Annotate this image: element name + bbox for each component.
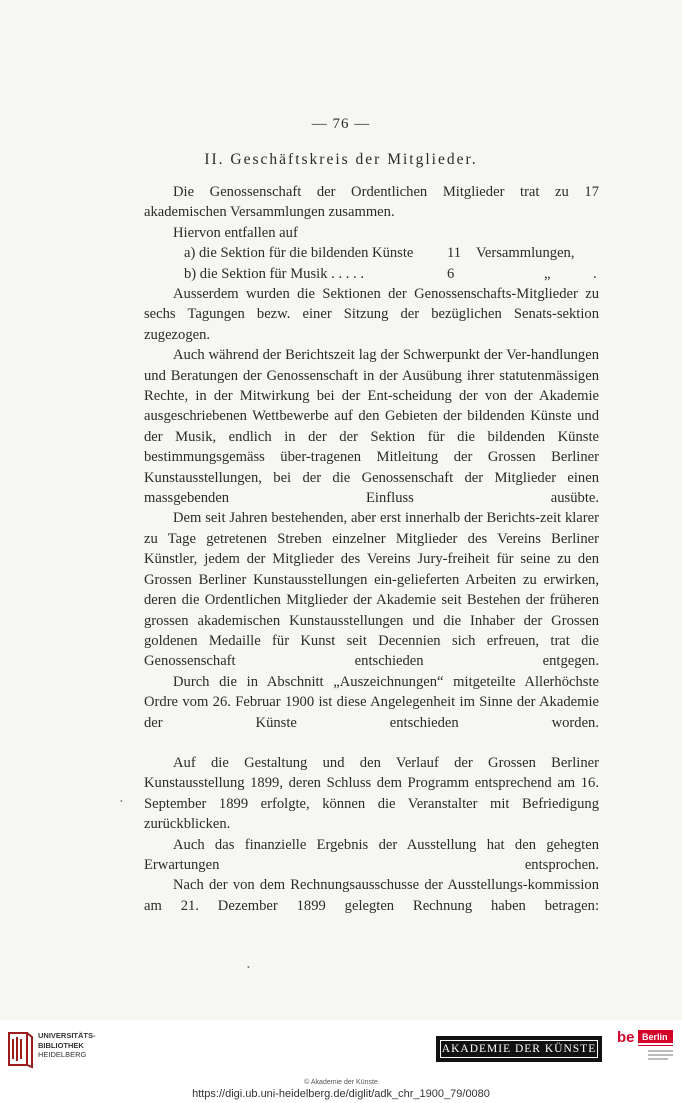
akademie-label: AKADEMIE DER KÜNSTE [440,1040,598,1058]
akademie-logo[interactable] [436,1036,602,1062]
ub-logo-icon [8,1029,34,1069]
ub-line-2: BIBLIOTHEK [38,1040,84,1050]
list-item [144,243,599,263]
paragraph: Auf die Gestaltung und den Verlauf der Grossen Berliner Kunstausstellung 1899, deren Schluss dem Programm entsprechend am 16. September 1899 erfolgte, können die Veranstalter mit Befriedigung zurückblicken. [144,754,599,833]
list-item-number: 11 [447,245,462,262]
paragraph: Die Genossenschaft der Ordentlichen Mitglieder trat zu 17 akademischen Versammlungen zusammen. [144,184,599,221]
paragraph: Ausserdem wurden die Sektionen der Genossenschafts-Mitglieder zu sechs Tagungen bezw. einer Sitzung der bezüglichen Senats-sektion zugezogen. [144,286,599,343]
paragraph: Durch die in Abschnitt „Auszeichnungen“ mitgeteilte Allerhöchste Ordre vom 26. Februar 1900 ist diese Angelegenheit im Sinne der Akademie der Künste entschieden worden. [144,673,599,731]
paragraph: Dem seit Jahren bestehenden, aber erst innerhalb der Berichts-zeit klarer zu Tage getretenen Streben einzelner Mitglieder des Vereins Berliner Künstler, jedem der Mitglieder des Vereins Jury-freiheit für seine zu den Grossen Berliner Kunstausstellungen ein-gelieferten Arbeiten zu erwirken, deren die Ordentlichen Mitglieder der Akademie seit Bestehen der früheren grossen akademischen Kunstausstellungen und die Inhaber der Grossen goldenen Medaille für Kunst seit Decennien sich erfreuen, trat die Genossenschaft entschieden entgegen. [144,510,599,670]
paragraph: Auch während der Berichtszeit lag der Schwerpunkt der Ver-handlungen und Beratungen der Genossenschaft in der Ausübung ihrer statutenmässigen Rechte, in der Mitwirkung bei der Ent-scheidung der von der Akademie ausgeschriebenen Wettbewerbe auf den Gebieten der bildenden Künste und der Musik, endlich in der der Sektion für die bildenden Künste bestimmungsgemäss über-tragenen Mitleitung der Grossen Berliner Kunstausstellungen, bei der die Genossenschaft der Mitglieder einen massgebenden Einfluss ausübte. [144,347,599,507]
copyright-text: © Akademie der Künste [304,1079,378,1086]
ub-heidelberg-text [38,1031,96,1060]
paragraph: Auch das finanzielle Ergebnis der Ausstellung hat den gehegten Erwartungen entsprochen. [144,836,599,873]
list-item-number: 6 [447,265,455,282]
spacer [144,733,599,753]
list-item-text: a) die Sektion für die bildenden Künste [184,245,414,262]
ub-line-3: HEIDELBERG [38,1050,87,1059]
body-text [144,182,599,916]
be-berlin-icon [616,1026,674,1066]
ub-heidelberg-logo[interactable] [8,1029,34,1074]
page-number: — 76 — [311,116,371,132]
paragraph: Nach der von dem Rechnungsausschusse der Ausstellungs-kommission am 21. Dezember 1899 gelegten Rechnung haben betragen: [144,877,599,914]
paragraph: Hiervon entfallen auf [173,224,298,241]
be-berlin-logo[interactable] [616,1026,674,1066]
page-speck: • [247,963,250,972]
margin-dot: • [120,797,123,806]
section-heading: II. Geschäftskreis der Mitglieder. [204,151,478,168]
list-item [144,264,599,284]
footer-bar [0,1020,682,1103]
list-item-unit: Versammlungen, [476,245,575,262]
list-item-end: . [593,265,597,282]
ub-line-1: UNIVERSITÄTS- [38,1031,96,1040]
list-item-text: b) die Sektion für Musik . . . . . [184,265,364,282]
ditto-mark: „ [544,265,551,282]
svg-text:be: be [617,1029,635,1046]
permalink-url[interactable]: https://digi.ub.uni-heidelberg.de/diglit/adk_chr_1900_79/0080 [192,1088,490,1100]
svg-text:Berlin: Berlin [642,1032,668,1042]
